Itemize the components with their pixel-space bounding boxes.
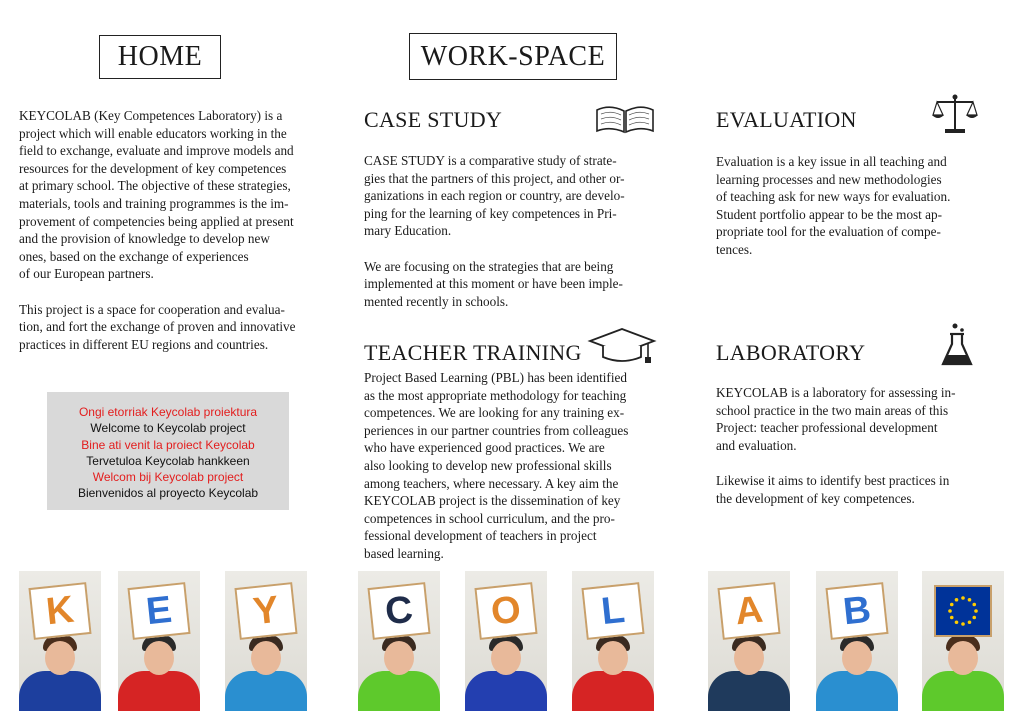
evaluation-text xyxy=(716,153,978,259)
text-line: and the provision of knowledge to develop new xyxy=(19,231,270,247)
teacher-training-heading[interactable]: TEACHER TRAINING xyxy=(364,340,582,365)
laboratory-text xyxy=(716,384,978,507)
text-line: project which will enable educators working in the xyxy=(19,125,287,141)
workspace-title[interactable]: WORK-SPACE xyxy=(409,33,617,80)
student-shirt xyxy=(465,671,547,711)
evaluation-heading[interactable]: EVALUATION xyxy=(716,107,857,132)
home-title[interactable]: HOME xyxy=(99,35,221,79)
welcome-box xyxy=(47,392,289,510)
evaluation-para xyxy=(716,153,978,259)
text-line: This project is a space for cooperation and evalua- xyxy=(19,301,285,317)
letter-card: A xyxy=(717,582,780,640)
student-face xyxy=(734,641,764,675)
text-line: competences. We are looking for any training ex- xyxy=(364,405,625,421)
text-line: implemented at this moment or have been imple- xyxy=(364,276,623,292)
letter-card: C xyxy=(367,582,430,640)
text-line: and evaluation. xyxy=(716,437,797,453)
case-study-para-1 xyxy=(364,152,657,240)
student-face xyxy=(45,641,75,675)
student-photo xyxy=(708,571,790,711)
text-line: resources for the development of key competences xyxy=(19,160,287,176)
letter-card: O xyxy=(474,582,537,640)
graduation-cap-icon xyxy=(587,325,657,365)
welcome-line: Welcome to Keycolab project xyxy=(90,421,246,436)
student-shirt xyxy=(922,671,1004,711)
text-line: at primary school. The objective of these strategies, xyxy=(19,178,291,194)
text-line: gies that the partners of this project, and other or- xyxy=(364,170,625,186)
student-face xyxy=(948,641,978,675)
welcome-line: Welcom bij Keycolab project xyxy=(92,470,244,485)
text-line: mented recently in schools. xyxy=(364,293,509,309)
home-para-2 xyxy=(19,301,321,354)
laboratory-heading[interactable]: LABORATORY xyxy=(716,340,866,365)
text-line: Project: teacher professional development xyxy=(716,420,938,436)
letter-card: L xyxy=(581,582,644,640)
open-book-icon xyxy=(594,102,656,136)
laboratory-para-2 xyxy=(716,472,978,507)
student-photo xyxy=(465,571,547,711)
student-shirt xyxy=(572,671,654,711)
student-shirt xyxy=(225,671,307,711)
welcome-line: Bienvenidos al proyecto Keycolab xyxy=(77,486,259,501)
text-line: KEYCOLAB is a laboratory for assessing in- xyxy=(716,385,956,400)
letter-card: E xyxy=(127,582,190,640)
student-photo xyxy=(572,571,654,711)
text-line: learning processes and new methodologies xyxy=(716,171,942,187)
laboratory-para-1 xyxy=(716,384,978,454)
home-para-1 xyxy=(19,107,321,283)
student-face xyxy=(384,641,414,675)
text-line: Project Based Learning (PBL) has been identified xyxy=(364,370,627,385)
text-line: ganizations in each region or country, are develo- xyxy=(364,188,625,204)
student-shirt xyxy=(816,671,898,711)
text-line: field to exchange, evaluate and improve models and xyxy=(19,143,294,159)
student-photo xyxy=(19,571,101,711)
text-line: propriate tool for the evaluation of compe- xyxy=(716,224,941,240)
home-intro-text xyxy=(19,107,321,353)
case-study-heading[interactable]: CASE STUDY xyxy=(364,107,503,132)
student-face xyxy=(598,641,628,675)
text-line: practices in different EU regions and countries. xyxy=(19,336,269,352)
text-line: who have experienced good practices. We are xyxy=(364,440,605,456)
student-shirt xyxy=(118,671,200,711)
text-line: tion, and fort the exchange of proven and innovative xyxy=(19,319,296,335)
text-line: as the most appropriate methodology for teaching xyxy=(364,387,627,403)
text-line: CASE STUDY is a comparative study of strate- xyxy=(364,153,617,168)
student-face xyxy=(144,641,174,675)
case-study-para-2 xyxy=(364,258,657,311)
text-line: provement of competencies being applied at present xyxy=(19,213,294,229)
student-face xyxy=(251,641,281,675)
student-shirt xyxy=(708,671,790,711)
student-shirt xyxy=(358,671,440,711)
text-line: the development of key competences. xyxy=(716,490,915,506)
student-shirt xyxy=(19,671,101,711)
text-line: ones, based on the exchange of experiences xyxy=(19,248,249,264)
case-study-text xyxy=(364,152,657,310)
text-line: materials, tools and training programmes is the im- xyxy=(19,195,289,211)
text-line: KEYCOLAB project is the dissemination of key xyxy=(364,493,621,509)
student-face xyxy=(491,641,521,675)
text-line: among teachers, where necessary. A key aim the xyxy=(364,475,619,491)
student-photo xyxy=(358,571,440,711)
student-photo xyxy=(922,571,1004,711)
flask-icon xyxy=(940,322,974,368)
welcome-line: Ongi etorriak Keycolab proiektura xyxy=(78,405,258,419)
text-line: We are focusing on the strategies that are being xyxy=(364,258,614,274)
text-line: based learning. xyxy=(364,545,444,561)
text-line: mary Education. xyxy=(364,223,452,239)
student-photo xyxy=(816,571,898,711)
student-photo xyxy=(118,571,200,711)
letter-card: B xyxy=(825,582,888,640)
text-line: of teaching ask for new ways for evaluation. xyxy=(716,189,951,205)
text-line: periences in our partner countries from colleagues xyxy=(364,422,629,438)
student-photo xyxy=(225,571,307,711)
text-line: school practice in the two main areas of this xyxy=(716,402,949,418)
text-line: KEYCOLAB (Key Competences Laboratory) is a xyxy=(19,108,283,123)
letter-card: K xyxy=(28,582,91,640)
text-line: tences. xyxy=(716,241,753,257)
text-line: fessional development of teachers in project xyxy=(364,528,597,544)
teacher-training-text xyxy=(364,369,653,563)
letter-card: Y xyxy=(234,582,297,640)
student-face xyxy=(842,641,872,675)
text-line: Student portfolio appear to be the most ap- xyxy=(716,206,942,222)
text-line: also looking to develop new professional skills xyxy=(364,457,612,473)
teacher-training-para xyxy=(364,369,653,563)
text-line: Evaluation is a key issue in all teaching and xyxy=(716,154,947,169)
welcome-line: Bine ati venit la proiect Keycolab xyxy=(81,437,255,452)
eu-flag-icon xyxy=(934,585,992,637)
text-line: Likewise it aims to identify best practices in xyxy=(716,472,950,488)
text-line: of our European partners. xyxy=(19,266,154,282)
text-line: competences in school curriculum, and the pro- xyxy=(364,510,615,526)
text-line: ping for the learning of key competences in Pri- xyxy=(364,205,617,221)
welcome-line: Tervetuloa Keycolab hankkeen xyxy=(86,453,250,468)
scales-icon xyxy=(932,93,978,135)
